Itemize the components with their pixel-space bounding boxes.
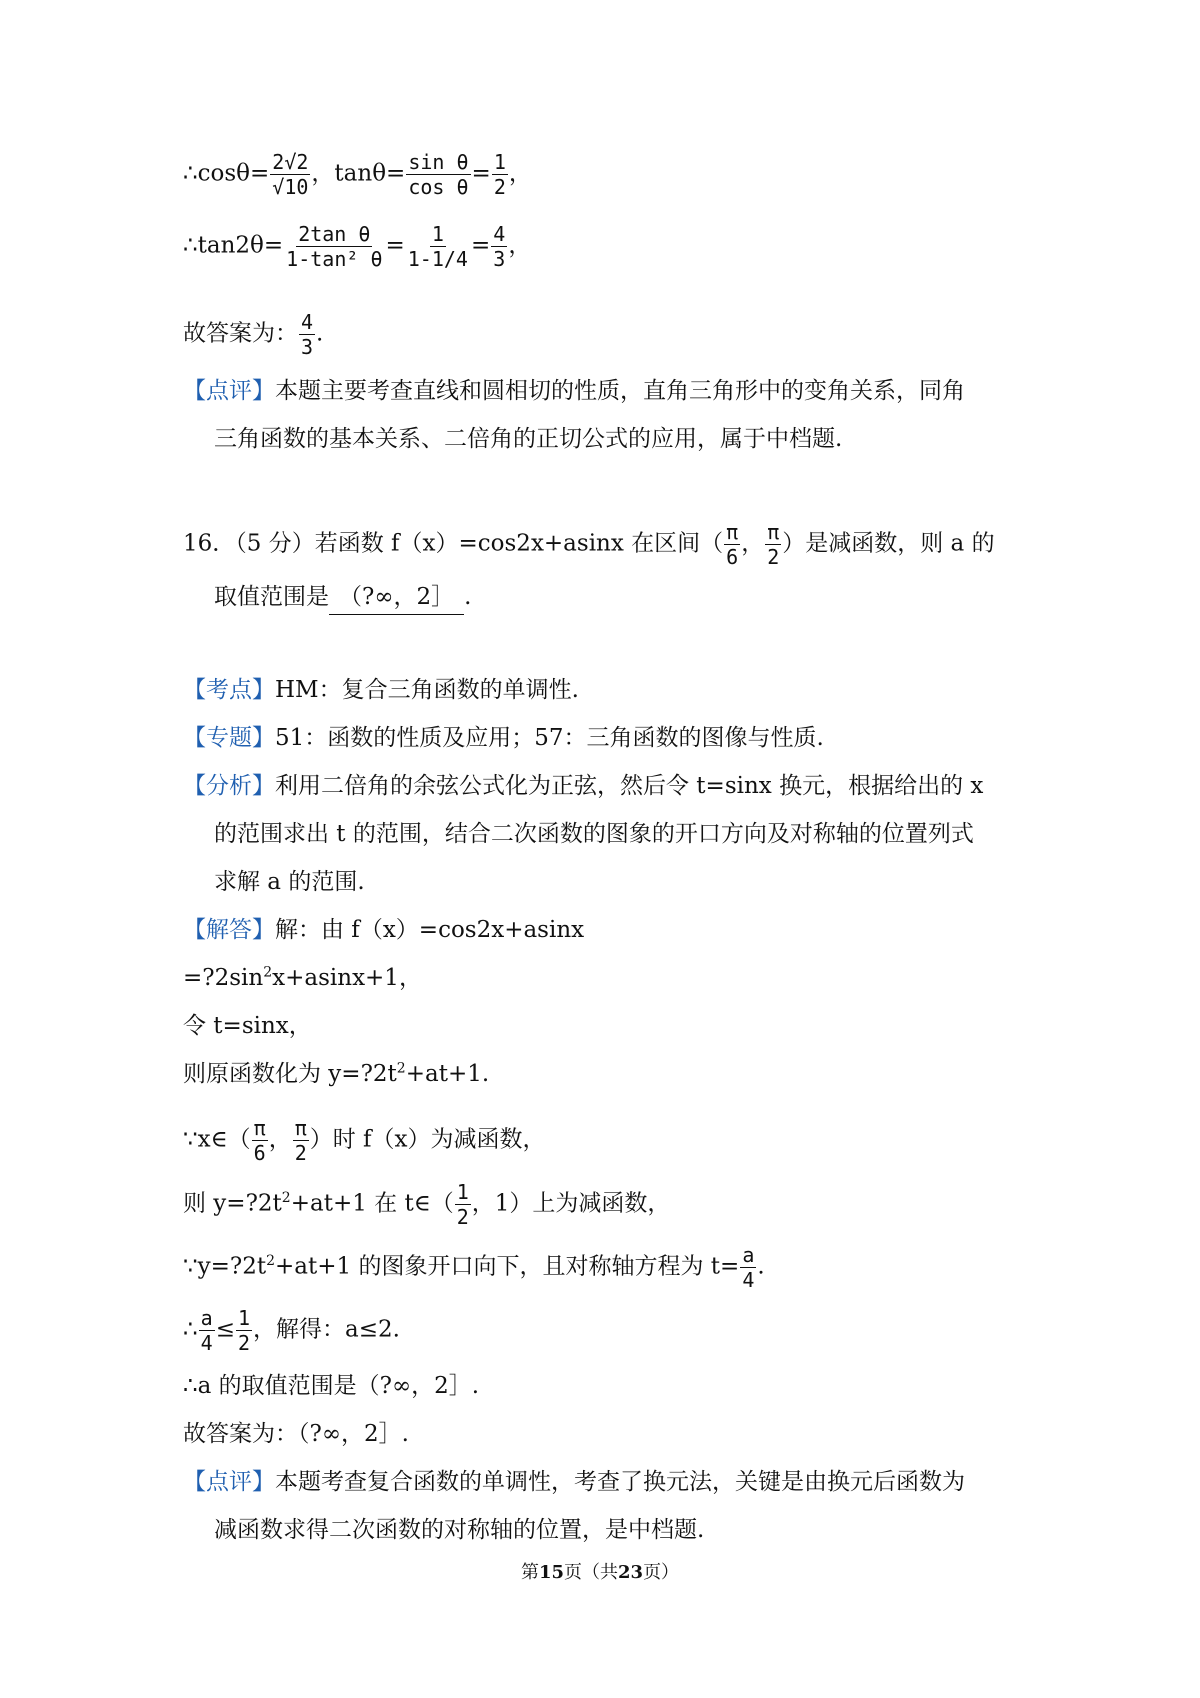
fraction: $\frac{\pi}{2}$ bbox=[294, 1116, 307, 1165]
dianping-line-2: 减函数求得二次函数的对称轴的位置，是中档题. bbox=[214, 1517, 705, 1543]
cos-tan-line: ∴cosθ= $\frac{2√2}{√10}$ ，tanθ= $\frac{\text{sin θ}}{\text{cos θ}}$ = $\frac{1}{2}$ ， bbox=[183, 150, 532, 199]
solution-step-3: 则原函数化为 $y=?2t^2+at+1$. bbox=[183, 1060, 490, 1087]
page-number: 15 bbox=[538, 1562, 564, 1583]
fraction: $\frac{4}{3}$ bbox=[301, 310, 314, 359]
fraction: $\frac{1}{2}$ bbox=[237, 1306, 251, 1355]
fenxi-line-3: 求解 a 的范围. bbox=[214, 869, 365, 895]
solution-step-4: ∵x∈（ $\frac{\pi}{6}$ ， $\frac{\pi}{2}$ ）时 f（x）为减函数， bbox=[183, 1116, 546, 1165]
fenxi-tag: 【分析】 bbox=[183, 773, 275, 799]
fraction: $\frac{\pi}{6}$ bbox=[253, 1116, 266, 1165]
fraction: $\frac{1}{2}$ bbox=[493, 150, 506, 199]
answer-blank: （?∞，2］ bbox=[329, 580, 464, 615]
solution-step-1: $=?2\sin^2x+asinx+1$， bbox=[183, 964, 422, 991]
fraction: $\frac{1}{1-1/4}$ bbox=[407, 222, 468, 271]
tan2-line: ∴tan2θ= $\frac{\text{2tan θ}}{\text{1-tan² θ}}$ = $\frac{1}{1-1/4}$ = $\frac{4}{3}$ ， bbox=[183, 222, 532, 271]
dianping-tag: 【点评】 bbox=[183, 1469, 275, 1495]
solution-step-8: ∴a 的取值范围是（?∞，2］. bbox=[183, 1373, 480, 1399]
comment-line-1: 【点评】本题主要考查直线和圆相切的性质，直角三角形中的变角关系，同角 bbox=[183, 378, 965, 404]
kaodian-tag: 【考点】 bbox=[183, 677, 275, 703]
zhuanti-tag: 【专题】 bbox=[183, 725, 275, 751]
solution-step-9: 故答案为：（?∞，2］. bbox=[183, 1421, 409, 1447]
fraction: $\frac{4}{3}$ bbox=[493, 222, 506, 271]
question-16-line-2: 取值范围是 （?∞，2］ . bbox=[214, 580, 471, 615]
fraction: $\frac{\text{2tan θ}}{\text{1-tan² θ}}$ bbox=[286, 222, 383, 271]
dianping-line-1: 【点评】本题考查复合函数的单调性，考查了换元法，关键是由换元后函数为 bbox=[183, 1469, 965, 1495]
fraction: $\frac{\pi}{2}$ bbox=[767, 520, 780, 569]
fenxi-line-2: 的范围求出 t 的范围，结合二次函数的图象的开口方向及对称轴的位置列式 bbox=[214, 821, 974, 847]
fraction: $\frac{a}{4}$ bbox=[742, 1243, 755, 1292]
solution-step-6: $\because y=?2t^2+at+1$ 的图象开口向下，且对称轴方程为 t= $\frac{a}{4}$ . bbox=[183, 1243, 765, 1292]
kaodian-line: 【考点】HM：复合三角函数的单调性. bbox=[183, 677, 579, 703]
fraction: $\frac{1}{2}$ bbox=[456, 1180, 469, 1229]
answer-line: 故答案为： $\frac{4}{3}$ . bbox=[183, 310, 324, 359]
jieda-line: 【解答】解：由 f（x）=cos2x+asinx bbox=[183, 917, 585, 943]
solution-step-2: 令 t=sinx， bbox=[183, 1013, 312, 1039]
solution-step-5: 则 $y=?2t^2+at+1$ 在 t∈（ $\frac{1}{2}$ ，1）上为减函数， bbox=[183, 1180, 671, 1229]
jieda-tag: 【解答】 bbox=[183, 917, 275, 943]
total-pages: 23 bbox=[618, 1562, 644, 1583]
question-16-stem: 16．（5 分）若函数 f（x）=cos2x+asinx 在区间（ $\frac{\pi}{6}$ ， $\frac{\pi}{2}$ ）是减函数，则 a 的 bbox=[183, 520, 995, 569]
comment-line-2: 三角函数的基本关系、二倍角的正切公式的应用，属于中档题. bbox=[214, 426, 843, 452]
fraction: $\frac{\text{sin θ}}{\text{cos θ}}$ bbox=[408, 150, 469, 199]
zhuanti-line: 【专题】51：函数的性质及应用；57：三角函数的图像与性质. bbox=[183, 725, 824, 751]
fraction: $\frac{2√2}{√10}$ bbox=[272, 150, 309, 199]
comment-tag: 【点评】 bbox=[183, 378, 275, 404]
fraction: $\frac{\pi}{6}$ bbox=[726, 520, 739, 569]
solution-step-7: ∴ $\frac{a}{4}$ ≤ $\frac{1}{2}$ ，解得：a≤2. bbox=[183, 1306, 400, 1355]
fraction: $\frac{a}{4}$ bbox=[200, 1306, 213, 1355]
page-footer: 第15页（共23页） bbox=[520, 1562, 680, 1583]
fenxi-line-1: 【分析】利用二倍角的余弦公式化为正弦，然后令 t=sinx 换元，根据给出的 x bbox=[183, 773, 984, 799]
